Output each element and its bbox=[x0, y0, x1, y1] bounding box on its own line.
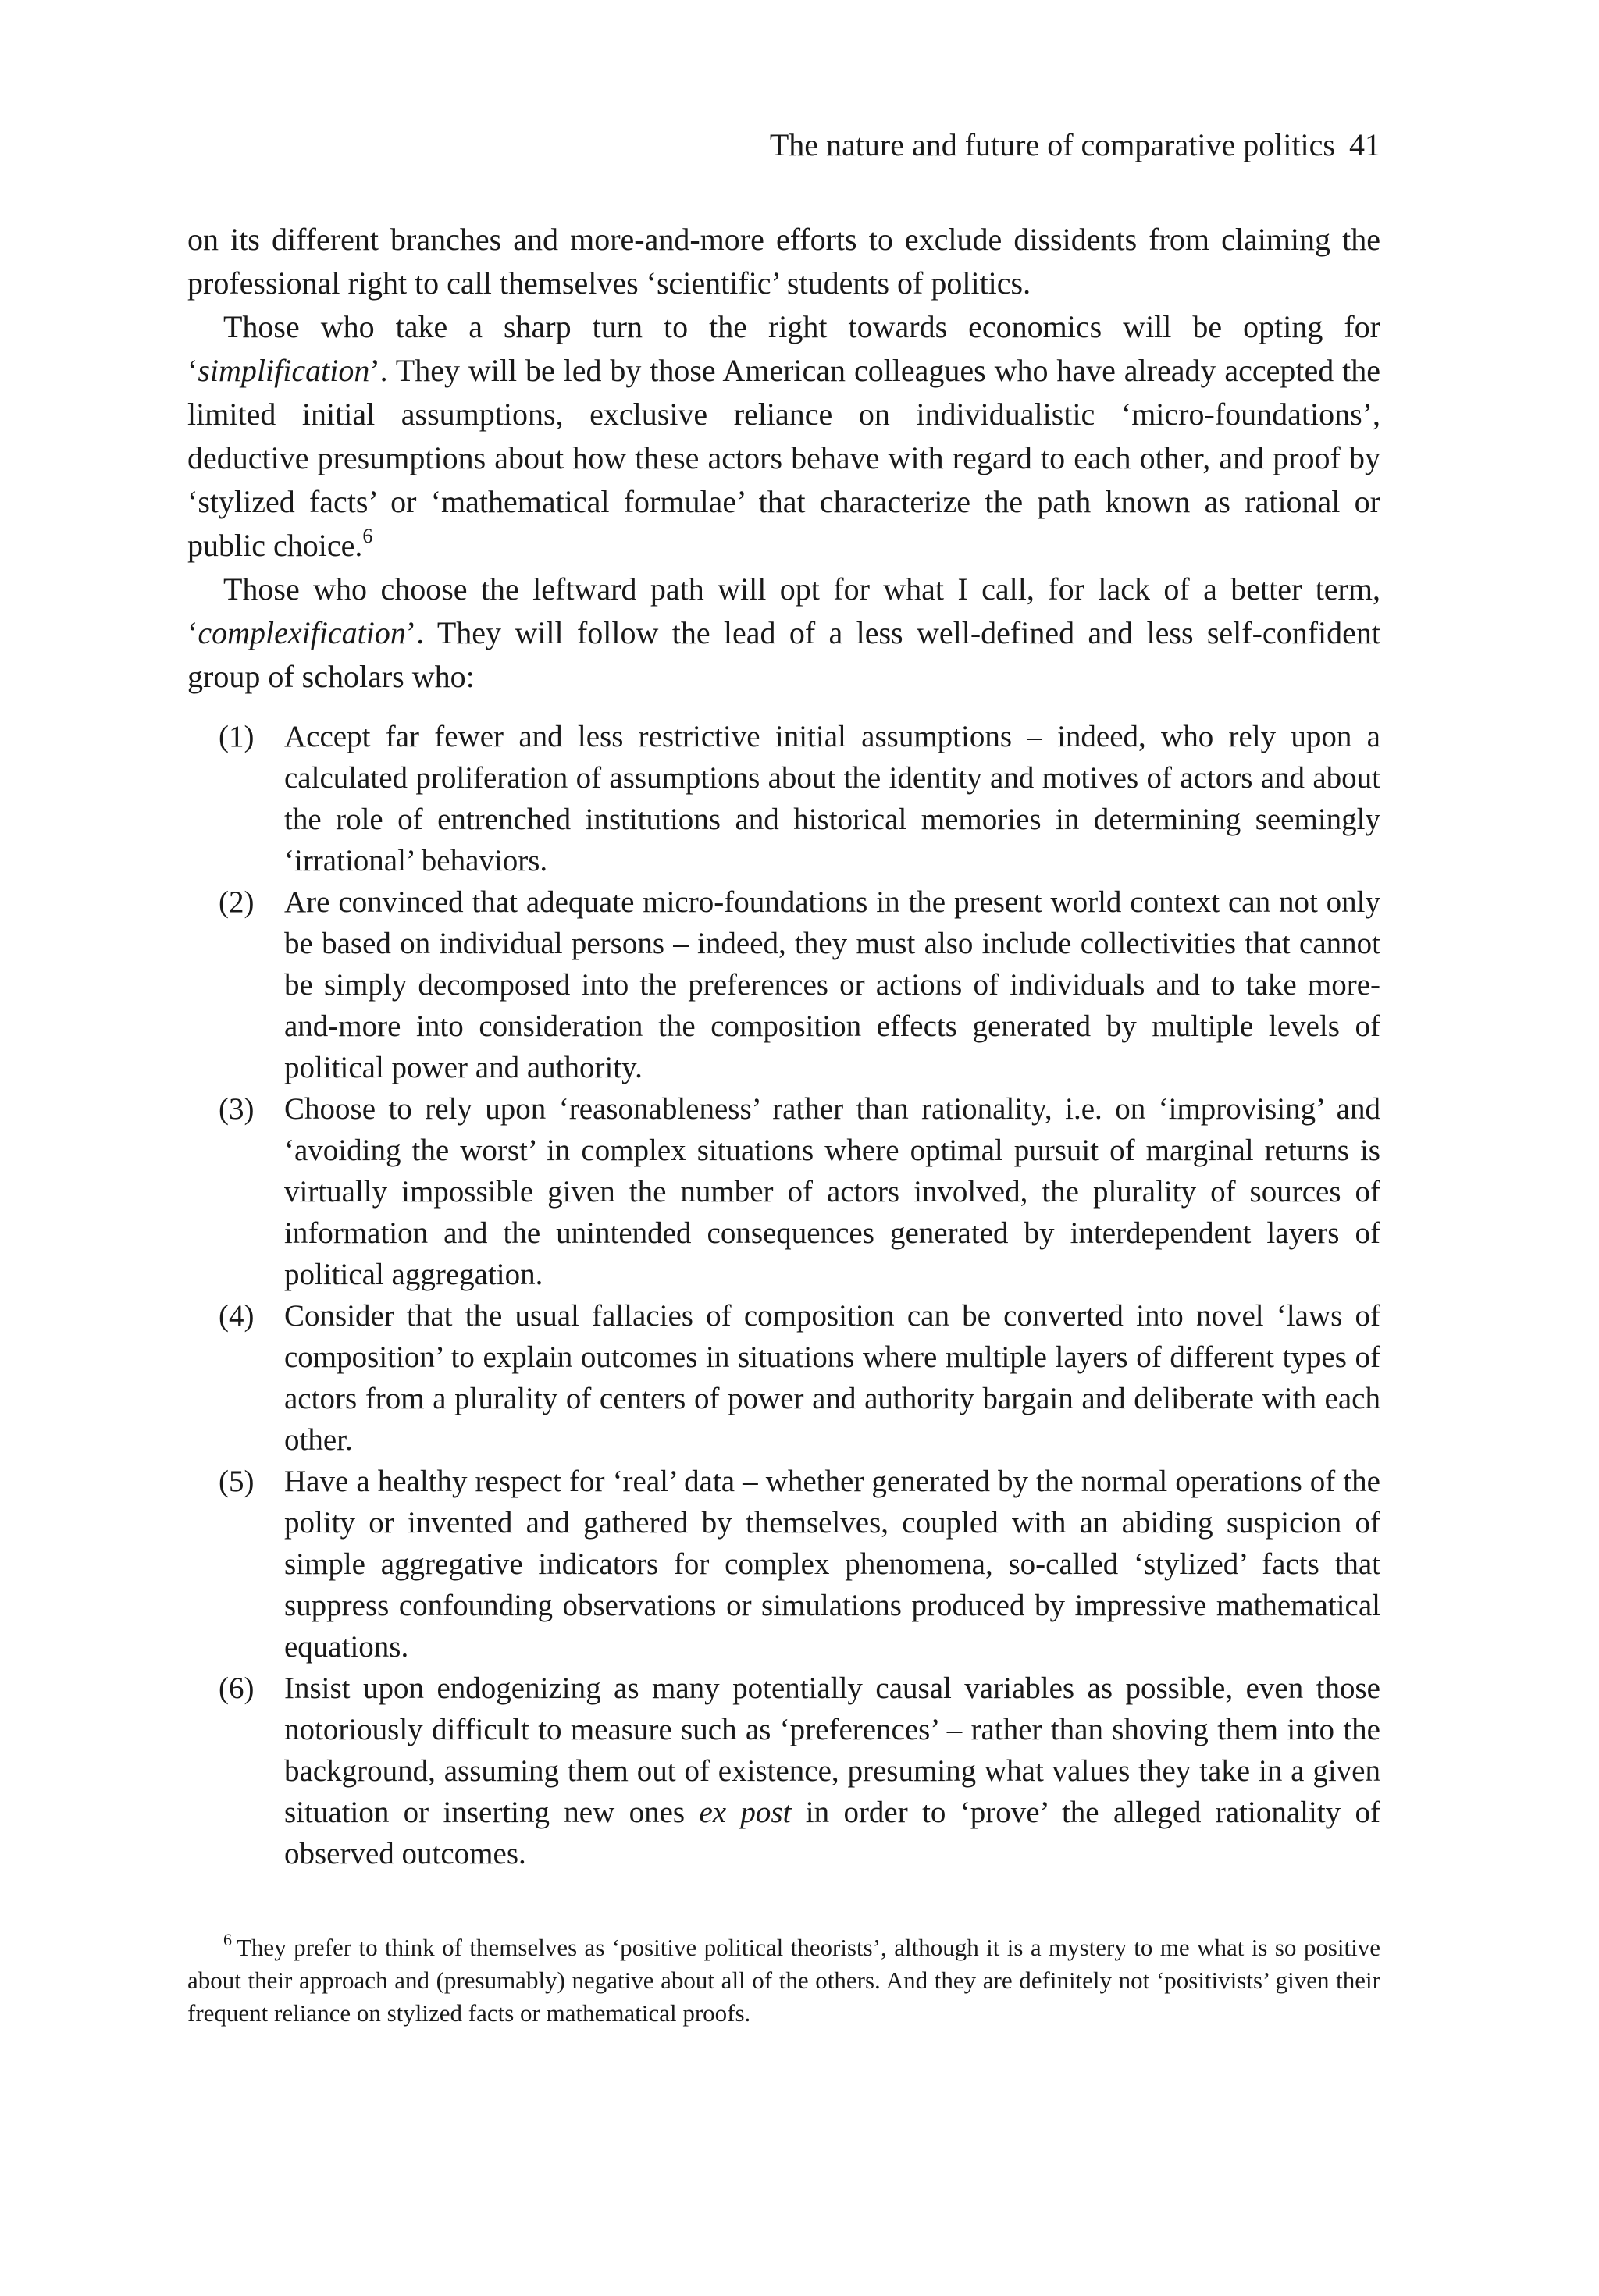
paragraph-continuation bbox=[187, 218, 1380, 305]
list-item bbox=[187, 1295, 1380, 1461]
list-item-text: Are convinced that adequate micro-foundations in the present world context can not only be based on individual persons – indeed, they must also include collectivities that cannot be simply decomposed into the preferences or actions of individuals and to take more-and-more into consideration the composition effects generated by multiple levels of political power and authority. bbox=[284, 885, 1380, 1084]
list-item bbox=[187, 881, 1380, 1088]
numbered-list bbox=[187, 716, 1380, 1874]
running-head bbox=[187, 123, 1380, 167]
paragraph-simplification bbox=[187, 305, 1380, 568]
list-item bbox=[187, 1088, 1380, 1295]
footnote-marker: 6 bbox=[223, 1930, 232, 1949]
list-item-text: Have a healthy respect for ‘real’ data – whether generated by the normal operations of the polity or invented and gathered by themselves, coupled with an abiding suspicion of simple aggregative indicators for complex phenomena, so-called ‘stylized’ facts that suppress confounding observations or simulations produced by impressive mathematical equations. bbox=[284, 1465, 1380, 1664]
paragraph-3-text-b: ’. They will follow the lead of a less well-defined and less self-confident group of scholars who: bbox=[187, 615, 1380, 694]
list-item-number: (3) bbox=[219, 1092, 255, 1126]
paragraph-complexification bbox=[187, 568, 1380, 699]
list-item-number: (6) bbox=[219, 1671, 255, 1705]
paragraph-3-text-a: Those who choose the leftward path will opt for what I call, for lack of a better term, ‘ bbox=[187, 571, 1380, 650]
paragraph-1-text: on its different branches and more-and-more efforts to exclude dissidents from claiming the professional right to call themselves ‘scientific’ students of politics. bbox=[187, 222, 1380, 301]
footnote-reference[interactable]: 6 bbox=[362, 525, 373, 547]
list-item-number: (2) bbox=[219, 885, 255, 919]
list-item-text-b: in order to ‘prove’ the alleged rationality of observed outcomes. bbox=[284, 1796, 1380, 1871]
list-item-text: Accept far fewer and less restrictive initial assumptions – indeed, who rely upon a calculated proliferation of assumptions about the identity and motives of actors and about the role of entrenched institutions and historical memories in determining seemingly ‘irrational’ behaviors. bbox=[284, 720, 1380, 877]
paragraph-2-text-a: Those who take a sharp turn to the right towards economics will be opting for ‘ bbox=[187, 309, 1380, 388]
term-complexification: complexification bbox=[198, 615, 406, 650]
footnote bbox=[187, 1931, 1380, 2030]
list-item-text: Consider that the usual fallacies of composition can be converted into novel ‘laws of composition’ to explain outcomes in situations where multiple layers of different types of actors from a plurality of centers of power and authority bargain and deliberate with each other. bbox=[284, 1299, 1380, 1457]
list-item-number: (1) bbox=[219, 720, 255, 753]
term-ex-post: ex post bbox=[699, 1796, 792, 1829]
list-item bbox=[187, 716, 1380, 881]
footnote-text: They prefer to think of themselves as ‘positive political theorists’, although it is a mystery to me what is so positive about their approach and (presumably) negative about all of the others. And they are definitely not ‘positivists’ given their frequent reliance on stylized facts or mathematical proofs. bbox=[187, 1934, 1380, 2027]
running-head-title: The nature and future of comparative politics bbox=[769, 127, 1335, 162]
paragraph-2-text-b: ’. They will be led by those American colleagues who have already accepted the limited initial assumptions, exclusive reliance on individualistic ‘micro-foundations’, deductive presumptions about how these actors behave with regard to each other, and proof by ‘stylized facts’ or ‘mathematical formulae’ that characterize the path known as rational or public choice. bbox=[187, 353, 1380, 563]
list-item-text: Choose to rely upon ‘reasonableness’ rather than rationality, i.e. on ‘improvising’ and ‘avoiding the worst’ in complex situations where optimal pursuit of marginal returns is virtually impossible given the number of actors involved, the plurality of sources of information and the unintended consequences generated by interdependent layers of political aggregation. bbox=[284, 1092, 1380, 1291]
term-simplification: simplification bbox=[198, 353, 370, 388]
body-text bbox=[187, 218, 1380, 1874]
footnote-paragraph bbox=[187, 1931, 1380, 2030]
list-item-text-a: Insist upon endogenizing as many potentially causal variables as possible, even those notoriously difficult to measure such as ‘preferences’ – rather than shoving them into the background, assuming them out of existence, presuming what values they take in a given situation or inserting new ones bbox=[284, 1671, 1380, 1829]
list-item-number: (5) bbox=[219, 1465, 255, 1498]
page-number: 41 bbox=[1349, 127, 1380, 162]
list-item bbox=[187, 1461, 1380, 1668]
list-item bbox=[187, 1668, 1380, 1874]
list-item-number: (4) bbox=[219, 1299, 255, 1333]
